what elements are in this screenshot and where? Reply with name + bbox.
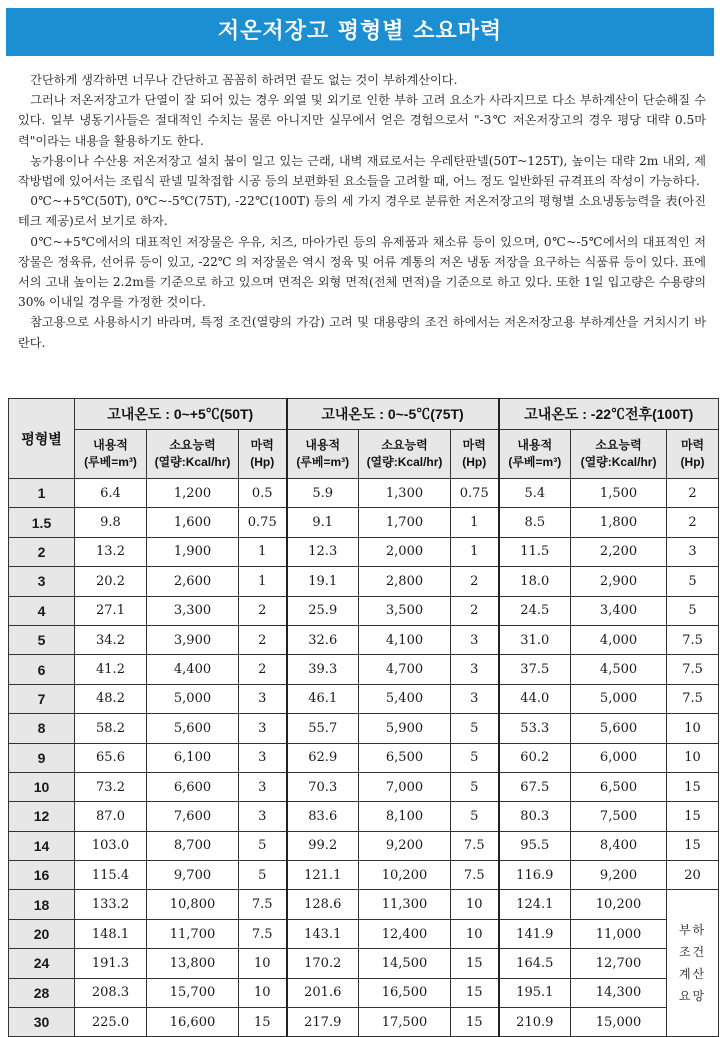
volume-cell: 67.5 xyxy=(499,772,571,801)
capacity-cell: 14,300 xyxy=(571,978,667,1007)
hp-cell: 15 xyxy=(239,1008,287,1037)
hp-cell: 3 xyxy=(451,655,499,684)
volume-cell: 5.4 xyxy=(499,479,571,508)
pyeong-cell: 18 xyxy=(9,890,75,919)
group-header-50t: 고내온도 : 0~+5℃(50T) xyxy=(75,399,287,430)
hp-cell: 5 xyxy=(451,802,499,831)
volume-cell: 143.1 xyxy=(287,919,359,948)
capacity-cell: 12,700 xyxy=(571,949,667,978)
table-row xyxy=(9,655,719,684)
capacity-cell: 5,400 xyxy=(359,684,451,713)
volume-cell: 208.3 xyxy=(75,978,147,1007)
hp-cell: 7.5 xyxy=(667,655,719,684)
capacity-cell: 9,200 xyxy=(359,831,451,860)
volume-cell: 87.0 xyxy=(75,802,147,831)
volume-cell: 170.2 xyxy=(287,949,359,978)
volume-cell: 60.2 xyxy=(499,743,571,772)
horsepower-table-wrapper xyxy=(8,398,718,1037)
pyeong-cell: 7 xyxy=(9,684,75,713)
capacity-cell: 1,700 xyxy=(359,508,451,537)
volume-cell: 83.6 xyxy=(287,802,359,831)
paragraph: 0℃~+5℃(50T), 0℃~-5℃(75T), -22℃(100T) 등의 세 가지 경우로 분류한 저온저장고의 평형별 소요냉동능력을 表(아진테크 제공)로서 보기로 하자. xyxy=(18,194,706,229)
paragraph: 그러나 저온저장고가 단열이 잘 되어 있는 경우 외열 및 외기로 인한 부하 고려 요소가 사라지므로 다소 부하계산이 단순해질 수 있다. 일부 냉동기사들은 절대적인 수치는 물론 아니지만 실무에서 얻은 경험으로서 "-3℃ 저온저장고의 경우 평당 대략 0.5마력"이라는 내용을 활용하기도 한다. xyxy=(18,93,706,148)
capacity-cell: 8,100 xyxy=(359,802,451,831)
pyeong-cell: 12 xyxy=(9,802,75,831)
volume-cell: 37.5 xyxy=(499,655,571,684)
capacity-cell: 6,000 xyxy=(571,743,667,772)
table-row xyxy=(9,625,719,654)
hp-cell: 7.5 xyxy=(451,831,499,860)
hp-cell: 3 xyxy=(451,625,499,654)
capacity-cell: 16,500 xyxy=(359,978,451,1007)
volume-cell: 141.9 xyxy=(499,919,571,948)
capacity-cell: 9,700 xyxy=(147,861,239,890)
hp-cell: 3 xyxy=(239,772,287,801)
hp-cell: 3 xyxy=(239,684,287,713)
capacity-cell: 1,600 xyxy=(147,508,239,537)
pyeong-cell: 16 xyxy=(9,861,75,890)
volume-cell: 128.6 xyxy=(287,890,359,919)
volume-cell: 95.5 xyxy=(499,831,571,860)
hp-cell: 15 xyxy=(451,1008,499,1037)
pyeong-cell: 2 xyxy=(9,537,75,566)
volume-cell: 12.3 xyxy=(287,537,359,566)
capacity-cell: 4,100 xyxy=(359,625,451,654)
hp-cell: 7.5 xyxy=(239,919,287,948)
capacity-cell: 10,800 xyxy=(147,890,239,919)
capacity-cell: 6,100 xyxy=(147,743,239,772)
volume-cell: 19.1 xyxy=(287,567,359,596)
table-row xyxy=(9,890,719,919)
volume-cell: 58.2 xyxy=(75,714,147,743)
capacity-cell: 2,000 xyxy=(359,537,451,566)
capacity-cell: 14,500 xyxy=(359,949,451,978)
hp-cell: 1 xyxy=(451,537,499,566)
capacity-cell: 3,400 xyxy=(571,596,667,625)
group-header-75t: 고내온도 : 0~-5℃(75T) xyxy=(287,399,499,430)
capacity-cell: 4,500 xyxy=(571,655,667,684)
capacity-cell: 2,600 xyxy=(147,567,239,596)
volume-cell: 73.2 xyxy=(75,772,147,801)
capacity-cell: 11,300 xyxy=(359,890,451,919)
table-row xyxy=(9,1008,719,1037)
pyeong-cell: 20 xyxy=(9,919,75,948)
capacity-cell: 15,000 xyxy=(571,1008,667,1037)
hp-cell: 10 xyxy=(451,890,499,919)
capacity-cell: 2,200 xyxy=(571,537,667,566)
volume-cell: 32.6 xyxy=(287,625,359,654)
volume-cell: 217.9 xyxy=(287,1008,359,1037)
hp-cell: 0.75 xyxy=(451,479,499,508)
hp-cell: 2 xyxy=(451,596,499,625)
capacity-cell: 12,400 xyxy=(359,919,451,948)
volume-cell: 62.9 xyxy=(287,743,359,772)
table-row xyxy=(9,479,719,508)
note-cell xyxy=(667,890,719,1037)
hp-header: 마력 (Hp) xyxy=(451,430,499,479)
hp-cell: 7.5 xyxy=(239,890,287,919)
hp-cell: 0.75 xyxy=(239,508,287,537)
hp-cell: 2 xyxy=(667,479,719,508)
volume-cell: 31.0 xyxy=(499,625,571,654)
pyeong-cell: 1.5 xyxy=(9,508,75,537)
pyeong-cell: 28 xyxy=(9,978,75,1007)
pyeong-header: 평형별 xyxy=(9,399,75,479)
hp-cell: 3 xyxy=(667,537,719,566)
hp-cell: 2 xyxy=(451,567,499,596)
volume-header: 내용적 (루베=m³) xyxy=(75,430,147,479)
volume-cell: 39.3 xyxy=(287,655,359,684)
volume-cell: 124.1 xyxy=(499,890,571,919)
paragraph: 농가용이나 수산용 저온저장고 설치 붐이 일고 있는 근래, 내벽 재료로서는 우레탄판넬(50T~125T), 높이는 대략 2m 내외, 제작방법에 있어서는 조립식 판넬 밀착접합 시공 등의 보편화된 요소들을 고려할 때, 어느 정도 일반화된 규격표의 작성이 가능하다. xyxy=(18,153,706,189)
hp-cell: 5 xyxy=(667,596,719,625)
hp-cell: 15 xyxy=(451,949,499,978)
volume-cell: 133.2 xyxy=(75,890,147,919)
volume-cell: 201.6 xyxy=(287,978,359,1007)
volume-cell: 65.6 xyxy=(75,743,147,772)
capacity-cell: 7,600 xyxy=(147,802,239,831)
volume-cell: 24.5 xyxy=(499,596,571,625)
pyeong-cell: 9 xyxy=(9,743,75,772)
hp-cell: 2 xyxy=(667,508,719,537)
volume-cell: 41.2 xyxy=(75,655,147,684)
hp-cell: 5 xyxy=(451,714,499,743)
table-row xyxy=(9,772,719,801)
pyeong-cell: 4 xyxy=(9,596,75,625)
table-row xyxy=(9,537,719,566)
table-row xyxy=(9,596,719,625)
volume-cell: 9.8 xyxy=(75,508,147,537)
hp-cell: 7.5 xyxy=(667,625,719,654)
capacity-cell: 5,900 xyxy=(359,714,451,743)
hp-cell: 3 xyxy=(451,684,499,713)
table-row xyxy=(9,684,719,713)
hp-cell: 10 xyxy=(451,919,499,948)
hp-cell: 5 xyxy=(239,861,287,890)
hp-cell: 3 xyxy=(239,743,287,772)
table-body xyxy=(9,479,719,1037)
hp-cell: 1 xyxy=(239,537,287,566)
capacity-cell: 6,600 xyxy=(147,772,239,801)
note-text: 부하조건계산요망 xyxy=(678,923,707,1004)
volume-cell: 70.3 xyxy=(287,772,359,801)
pyeong-cell: 10 xyxy=(9,772,75,801)
capacity-cell: 5,600 xyxy=(147,714,239,743)
volume-cell: 5.9 xyxy=(287,479,359,508)
volume-cell: 225.0 xyxy=(75,1008,147,1037)
page-title: 저온저장고 평형별 소요마력 xyxy=(6,8,714,56)
capacity-cell: 1,800 xyxy=(571,508,667,537)
volume-cell: 164.5 xyxy=(499,949,571,978)
hp-cell: 5 xyxy=(667,567,719,596)
capacity-cell: 11,700 xyxy=(147,919,239,948)
hp-header: 마력 (Hp) xyxy=(239,430,287,479)
capacity-cell: 2,900 xyxy=(571,567,667,596)
volume-cell: 48.2 xyxy=(75,684,147,713)
hp-header: 마력 (Hp) xyxy=(667,430,719,479)
capacity-cell: 11,000 xyxy=(571,919,667,948)
volume-cell: 210.9 xyxy=(499,1008,571,1037)
volume-cell: 116.9 xyxy=(499,861,571,890)
pyeong-cell: 6 xyxy=(9,655,75,684)
hp-cell: 1 xyxy=(239,567,287,596)
hp-cell: 2 xyxy=(239,596,287,625)
hp-cell: 3 xyxy=(239,802,287,831)
volume-cell: 8.5 xyxy=(499,508,571,537)
table-row xyxy=(9,743,719,772)
volume-cell: 34.2 xyxy=(75,625,147,654)
volume-cell: 191.3 xyxy=(75,949,147,978)
pyeong-cell: 24 xyxy=(9,949,75,978)
capacity-cell: 4,700 xyxy=(359,655,451,684)
hp-cell: 15 xyxy=(667,772,719,801)
volume-cell: 121.1 xyxy=(287,861,359,890)
hp-cell: 15 xyxy=(451,978,499,1007)
hp-cell: 10 xyxy=(239,949,287,978)
paragraph: 간단하게 생각하면 너무나 간단하고 꼼꼼히 하려면 끝도 없는 것이 부하계산이다. xyxy=(30,73,458,87)
volume-cell: 103.0 xyxy=(75,831,147,860)
pyeong-cell: 8 xyxy=(9,714,75,743)
capacity-cell: 1,300 xyxy=(359,479,451,508)
capacity-cell: 5,000 xyxy=(571,684,667,713)
pyeong-cell: 5 xyxy=(9,625,75,654)
capacity-cell: 1,200 xyxy=(147,479,239,508)
capacity-cell: 17,500 xyxy=(359,1008,451,1037)
capacity-cell: 1,900 xyxy=(147,537,239,566)
volume-cell: 20.2 xyxy=(75,567,147,596)
capacity-cell: 1,500 xyxy=(571,479,667,508)
hp-cell: 10 xyxy=(667,714,719,743)
capacity-header: 소요능력 (열량:Kcal/hr) xyxy=(571,430,667,479)
capacity-cell: 3,500 xyxy=(359,596,451,625)
table-row xyxy=(9,802,719,831)
capacity-cell: 5,600 xyxy=(571,714,667,743)
capacity-cell: 3,900 xyxy=(147,625,239,654)
capacity-cell: 10,200 xyxy=(359,861,451,890)
pyeong-cell: 3 xyxy=(9,567,75,596)
volume-cell: 195.1 xyxy=(499,978,571,1007)
capacity-cell: 6,500 xyxy=(571,772,667,801)
table-row xyxy=(9,831,719,860)
volume-cell: 53.3 xyxy=(499,714,571,743)
capacity-cell: 16,600 xyxy=(147,1008,239,1037)
capacity-cell: 3,300 xyxy=(147,596,239,625)
table-row xyxy=(9,508,719,537)
capacity-cell: 8,400 xyxy=(571,831,667,860)
volume-cell: 115.4 xyxy=(75,861,147,890)
volume-cell: 46.1 xyxy=(287,684,359,713)
table-row xyxy=(9,714,719,743)
hp-cell: 1 xyxy=(451,508,499,537)
hp-cell: 0.5 xyxy=(239,479,287,508)
hp-cell: 15 xyxy=(667,802,719,831)
pyeong-cell: 1 xyxy=(9,479,75,508)
hp-cell: 7.5 xyxy=(451,861,499,890)
capacity-cell: 4,400 xyxy=(147,655,239,684)
capacity-cell: 9,200 xyxy=(571,861,667,890)
capacity-cell: 15,700 xyxy=(147,978,239,1007)
hp-cell: 5 xyxy=(451,772,499,801)
hp-cell: 3 xyxy=(239,714,287,743)
capacity-cell: 6,500 xyxy=(359,743,451,772)
group-header-100t: 고내온도 : -22℃전후(100T) xyxy=(499,399,719,430)
horsepower-table xyxy=(8,398,719,1037)
hp-cell: 7.5 xyxy=(667,684,719,713)
volume-cell: 27.1 xyxy=(75,596,147,625)
hp-cell: 5 xyxy=(451,743,499,772)
hp-cell: 10 xyxy=(239,978,287,1007)
hp-cell: 2 xyxy=(239,655,287,684)
table-row xyxy=(9,919,719,948)
paragraph: 0℃~+5℃에서의 대표적인 저장물은 우유, 치즈, 마아가린 등의 유제품과 채소류 등이 있으며, 0℃~-5℃에서의 대표적인 저장물은 정육류, 선어류 등이 있고, -22℃ 의 저장물은 역시 정육 및 어류 계통의 저온 냉동 저장을 요구하는 식품류 등이 있다. 표에서의 고내 높이는 2.2m를 기준으로 하고 있으며 면적은 외형 면적(전체 면적)을 기준으로 하고 있다. 또한 1일 입고량은 수용량의 30% 이내일 경우를 가정한 것이다. xyxy=(18,234,706,310)
capacity-cell: 10,200 xyxy=(571,890,667,919)
hp-cell: 2 xyxy=(239,625,287,654)
hp-cell: 20 xyxy=(667,861,719,890)
table-row xyxy=(9,567,719,596)
capacity-cell: 4,000 xyxy=(571,625,667,654)
capacity-cell: 8,700 xyxy=(147,831,239,860)
table-row xyxy=(9,949,719,978)
hp-cell: 15 xyxy=(667,831,719,860)
volume-cell: 13.2 xyxy=(75,537,147,566)
capacity-cell: 7,500 xyxy=(571,802,667,831)
capacity-header: 소요능력 (열량:Kcal/hr) xyxy=(147,430,239,479)
paragraph: 참고용으로 사용하시기 바라며, 특정 조건(열량의 가감) 고려 및 대용량의 조건 하에서는 저온저장고용 부하계산을 거치시기 바란다. xyxy=(18,315,706,350)
volume-cell: 25.9 xyxy=(287,596,359,625)
volume-cell: 9.1 xyxy=(287,508,359,537)
volume-cell: 11.5 xyxy=(499,537,571,566)
volume-cell: 99.2 xyxy=(287,831,359,860)
volume-cell: 148.1 xyxy=(75,919,147,948)
table-row xyxy=(9,861,719,890)
capacity-cell: 2,800 xyxy=(359,567,451,596)
intro-text xyxy=(18,70,706,353)
volume-cell: 6.4 xyxy=(75,479,147,508)
pyeong-cell: 30 xyxy=(9,1008,75,1037)
volume-cell: 44.0 xyxy=(499,684,571,713)
table-row xyxy=(9,978,719,1007)
capacity-cell: 7,000 xyxy=(359,772,451,801)
hp-cell: 5 xyxy=(239,831,287,860)
capacity-header: 소요능력 (열량:Kcal/hr) xyxy=(359,430,451,479)
capacity-cell: 13,800 xyxy=(147,949,239,978)
volume-cell: 18.0 xyxy=(499,567,571,596)
hp-cell: 10 xyxy=(667,743,719,772)
volume-header: 내용적 (루베=m³) xyxy=(499,430,571,479)
pyeong-cell: 14 xyxy=(9,831,75,860)
volume-header: 내용적 (루베=m³) xyxy=(287,430,359,479)
capacity-cell: 5,000 xyxy=(147,684,239,713)
volume-cell: 80.3 xyxy=(499,802,571,831)
volume-cell: 55.7 xyxy=(287,714,359,743)
